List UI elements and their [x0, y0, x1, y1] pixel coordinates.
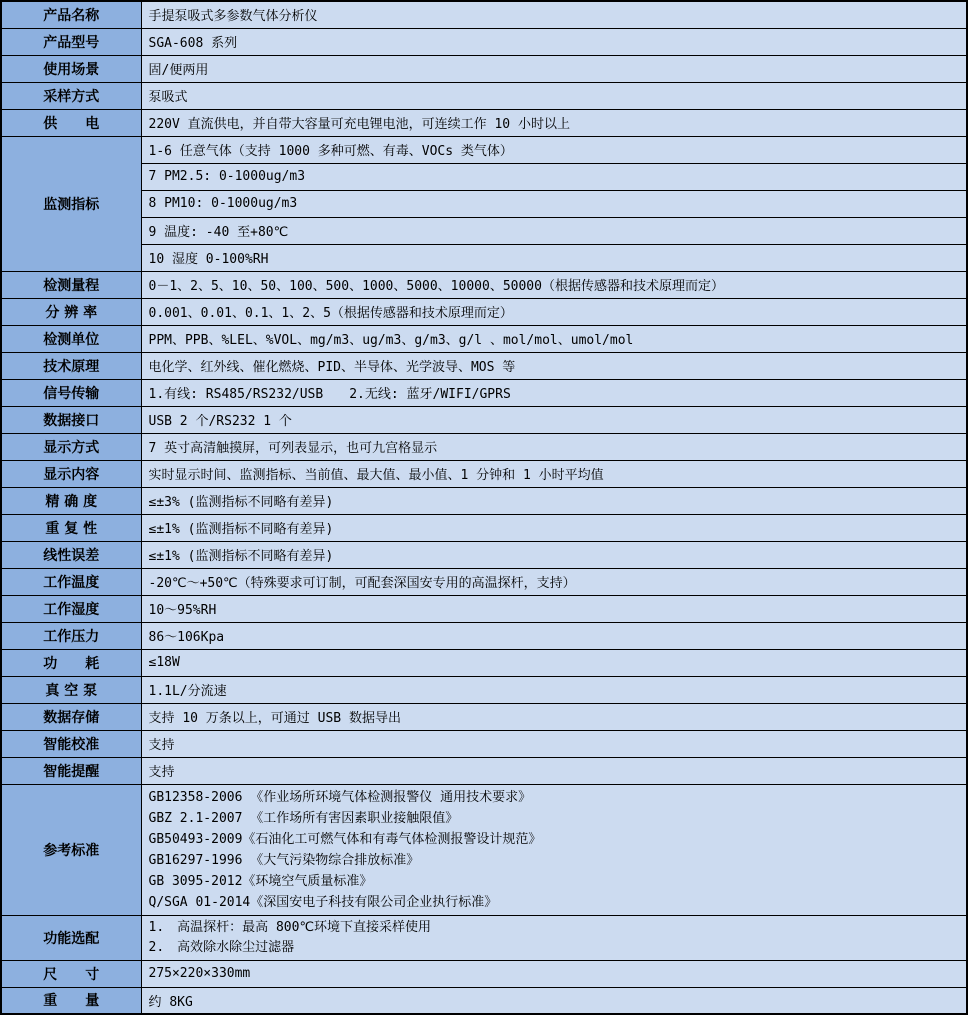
- value-data-storage: 支持 10 万条以上，可通过 USB 数据导出: [141, 703, 967, 730]
- row-product-name: [1, 1, 967, 28]
- value-vacuum-pump: 1.1L/分流速: [141, 676, 967, 703]
- row-power-supply: [1, 109, 967, 136]
- row-linearity-error: [1, 541, 967, 568]
- row-working-temperature: [1, 568, 967, 595]
- standard-item: GB50493-2009《石油化工可燃气体和有毒气体检测报警设计规范》: [148, 831, 542, 847]
- monitor-item: 10 湿度 0-100%RH: [141, 244, 967, 271]
- label-signal-transmission: 信号传输: [1, 379, 141, 406]
- row-sampling-method: [1, 82, 967, 109]
- monitor-item: 8 PM10: 0-1000ug/m3: [141, 190, 967, 217]
- option-item: 1. 高温探杆：最高 800℃环境下直接采样使用: [148, 919, 432, 935]
- row-display-mode: [1, 433, 967, 460]
- row-optional-features: [1, 915, 967, 960]
- label-vacuum-pump: 真 空 泵: [1, 676, 141, 703]
- row-vacuum-pump: [1, 676, 967, 703]
- monitor-item: 1-6 任意气体（支持 1000 多种可燃、有毒、VOCs 类气体）: [141, 136, 967, 163]
- label-working-pressure: 工作压力: [1, 622, 141, 649]
- row-reference-standards: [1, 784, 967, 915]
- value-smart-calibration: 支持: [141, 730, 967, 757]
- value-optional-features: [141, 915, 967, 960]
- option-item: 2. 高效除水除尘过滤器: [148, 939, 295, 955]
- row-data-interface: [1, 406, 967, 433]
- row-monitor-item: [1, 217, 967, 244]
- value-dimensions: 275×220×330mm: [141, 960, 967, 987]
- row-working-humidity: [1, 595, 967, 622]
- value-weight: 约 8KG: [141, 987, 967, 1014]
- row-working-pressure: [1, 622, 967, 649]
- label-accuracy: 精 确 度: [1, 487, 141, 514]
- monitor-item: 9 温度: -40 至+80℃: [141, 217, 967, 244]
- standard-item: GB 3095-2012《环境空气质量标准》: [148, 873, 373, 889]
- value-power-supply: 220V 直流供电，并自带大容量可充电锂电池，可连续工作 10 小时以上: [141, 109, 967, 136]
- label-detection-range: 检测量程: [1, 271, 141, 298]
- row-monitor-item: [1, 163, 967, 190]
- row-data-storage: [1, 703, 967, 730]
- label-display-content: 显示内容: [1, 460, 141, 487]
- standard-item: GBZ 2.1-2007 《工作场所有害因素职业接触限值》: [148, 810, 459, 826]
- label-repeatability: 重 复 性: [1, 514, 141, 541]
- value-detection-unit: PPM、PPB、%LEL、%VOL、mg/m3、ug/m3、g/m3、g/l 、mol/mol、umol/mol: [141, 325, 967, 352]
- label-weight: 重 量: [1, 987, 141, 1014]
- label-usage-scenario: 使用场景: [1, 55, 141, 82]
- row-monitor-indicators: [1, 136, 967, 163]
- label-monitor-indicators: 监测指标: [1, 136, 141, 271]
- value-display-mode: 7 英寸高清触摸屏，可列表显示，也可九宫格显示: [141, 433, 967, 460]
- label-sampling-method: 采样方式: [1, 82, 141, 109]
- value-repeatability: ≤±1% (监测指标不同略有差异): [141, 514, 967, 541]
- row-product-model: [1, 28, 967, 55]
- standard-item: GB16297-1996 《大气污染物综合排放标准》: [148, 852, 420, 868]
- label-linearity-error: 线性误差: [1, 541, 141, 568]
- value-technical-principle: 电化学、红外线、催化燃烧、PID、半导体、光学波导、MOS 等: [141, 352, 967, 379]
- row-smart-calibration: [1, 730, 967, 757]
- label-power-consumption: 功 耗: [1, 649, 141, 676]
- value-working-humidity: 10～95%RH: [141, 595, 967, 622]
- label-technical-principle: 技术原理: [1, 352, 141, 379]
- row-detection-range: [1, 271, 967, 298]
- label-display-mode: 显示方式: [1, 433, 141, 460]
- label-reference-standards: 参考标准: [1, 784, 141, 915]
- row-repeatability: [1, 514, 967, 541]
- value-linearity-error: ≤±1% (监测指标不同略有差异): [141, 541, 967, 568]
- value-data-interface: USB 2 个/RS232 1 个: [141, 406, 967, 433]
- label-product-model: 产品型号: [1, 28, 141, 55]
- row-dimensions: [1, 960, 967, 987]
- label-detection-unit: 检测单位: [1, 325, 141, 352]
- row-monitor-item: [1, 190, 967, 217]
- value-working-temperature: -20℃～+50℃（特殊要求可订制，可配套深国安专用的高温探杆，支持）: [141, 568, 967, 595]
- row-monitor-item: [1, 244, 967, 271]
- label-dimensions: 尺 寸: [1, 960, 141, 987]
- label-data-storage: 数据存储: [1, 703, 141, 730]
- value-signal-transmission: 1.有线: RS485/RS232/USB 2.无线: 蓝牙/WIFI/GPRS: [141, 379, 967, 406]
- standard-item: Q/SGA 01-2014《深国安电子科技有限公司企业执行标准》: [148, 894, 498, 910]
- standard-item: GB12358-2006 《作业场所环境气体检测报警仪 通用技术要求》: [148, 789, 532, 805]
- value-sampling-method: 泵吸式: [141, 82, 967, 109]
- row-smart-reminder: [1, 757, 967, 784]
- value-detection-range: 0－1、2、5、10、50、100、500、1000、5000、10000、50000（根据传感器和技术原理而定）: [141, 271, 967, 298]
- label-product-name: 产品名称: [1, 1, 141, 28]
- label-working-temperature: 工作温度: [1, 568, 141, 595]
- row-resolution: [1, 298, 967, 325]
- label-smart-calibration: 智能校准: [1, 730, 141, 757]
- label-optional-features: 功能选配: [1, 915, 141, 960]
- value-display-content: 实时显示时间、监测指标、当前值、最大值、最小值、1 分钟和 1 小时平均值: [141, 460, 967, 487]
- value-smart-reminder: 支持: [141, 757, 967, 784]
- value-power-consumption: ≤18W: [141, 649, 967, 676]
- row-accuracy: [1, 487, 967, 514]
- label-power-supply: 供 电: [1, 109, 141, 136]
- value-product-model: SGA-608 系列: [141, 28, 967, 55]
- row-detection-unit: [1, 325, 967, 352]
- monitor-item: 7 PM2.5: 0-1000ug/m3: [141, 163, 967, 190]
- row-signal-transmission: [1, 379, 967, 406]
- row-usage-scenario: [1, 55, 967, 82]
- value-resolution: 0.001、0.01、0.1、1、2、5（根据传感器和技术原理而定）: [141, 298, 967, 325]
- row-display-content: [1, 460, 967, 487]
- label-data-interface: 数据接口: [1, 406, 141, 433]
- label-working-humidity: 工作湿度: [1, 595, 141, 622]
- value-product-name: 手提泵吸式多参数气体分析仪: [141, 1, 967, 28]
- value-accuracy: ≤±3% (监测指标不同略有差异): [141, 487, 967, 514]
- value-usage-scenario: 固/便两用: [141, 55, 967, 82]
- label-resolution: 分 辨 率: [1, 298, 141, 325]
- row-technical-principle: [1, 352, 967, 379]
- value-reference-standards: [141, 784, 967, 915]
- label-smart-reminder: 智能提醒: [1, 757, 141, 784]
- row-power-consumption: [1, 649, 967, 676]
- value-working-pressure: 86～106Kpa: [141, 622, 967, 649]
